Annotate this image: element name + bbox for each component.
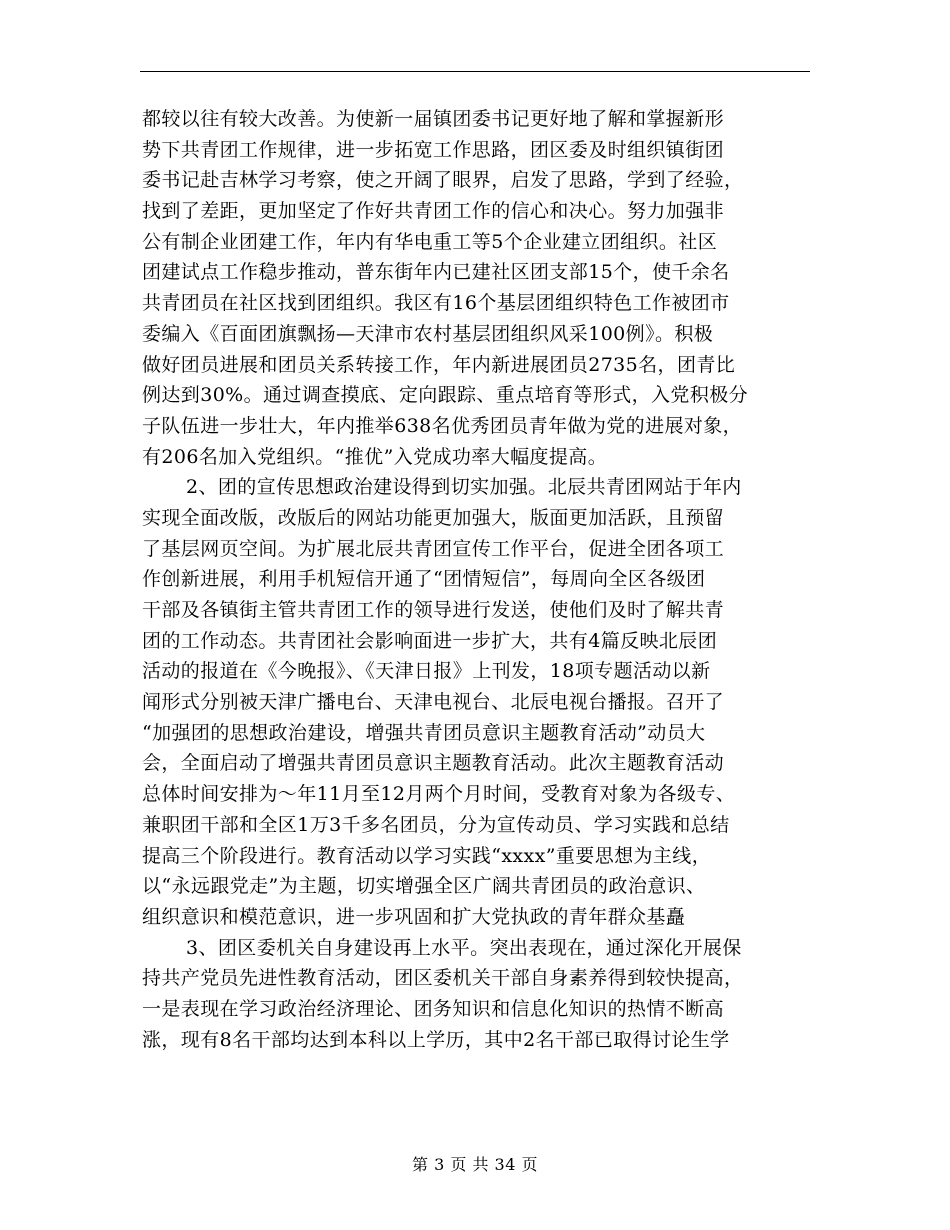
text-line: 组织意识和模范意识，进一步巩固和扩大党执政的青年群众基矗 (142, 905, 686, 928)
text-line: 一是表现在学习政治经济理论、团务知识和信息化知识的热情不断高 (142, 997, 725, 1020)
text-line: 活动的报道在《今晚报》、《天津日报》上刊发，18项专题活动以新 (142, 660, 711, 683)
text-line: 都较以往有较大改善。为使新一届镇团委书记更好地了解和掌握新形 (142, 108, 725, 130)
text-line: 委编入《百面团旗飘扬—天津市农村基层团组织风采100例》。积极 (142, 322, 714, 345)
paragraph (142, 104, 812, 472)
text-line: 势下共青团工作规律，进一步拓宽工作思路，团区委及时组织镇街团 (142, 138, 725, 161)
text-line: 有206名加入党组织。“推优”入党成功率大幅度提高。 (142, 445, 608, 468)
text-line: 做好团员进展和团员关系转接工作，年内新进展团员2735名，团青比 (142, 353, 736, 376)
text-line: 涨，现有8名干部均达到本科以上学历，其中2名干部已取得讨论生学 (142, 1028, 730, 1051)
text-line: 团建试点工作稳步推动，普东街年内已建社区团支部15个，使千余名 (142, 261, 730, 284)
text-line: 共青团员在社区找到团组织。我区有16个基层团组织特色工作被团市 (142, 292, 730, 315)
header-rule (140, 71, 810, 72)
text-line: 会，全面启动了增强共青团员意识主题教育活动。此次主题教育活动 (142, 752, 725, 775)
paragraph (142, 472, 812, 932)
paragraph (142, 933, 812, 1056)
text-line: “加强团的思想政治建设，增强共青团员意识主题教育活动”动员大 (142, 721, 706, 744)
text-line: 例达到30%。通过调查摸底、定向跟踪、重点培育等形式，入党积极分 (142, 384, 749, 407)
text-line: 2、团的宣传思想政治建设得到切实加强。北辰共青团网站于年内 (186, 476, 742, 499)
text-line: 以“永远跟党走”为主题，切实增强全区广阔共青团员的政治意识、 (142, 875, 706, 898)
text-line: 委书记赴吉林学习考察，使之开阔了眼界，启发了思路，学到了经验， (142, 169, 744, 192)
text-line: 公有制企业团建工作，年内有华电重工等5个企业建立团组织。社区 (142, 230, 718, 253)
text-line: 3、团区委机关自身建设再上水平。突出表现在，通过深化开展保 (186, 936, 742, 959)
text-line: 找到了差距，更加坚定了作好共青团工作的信心和决心。努力加强非 (142, 200, 725, 223)
page-number-footer: 第 3 页 共 34 页 (412, 1155, 538, 1174)
text-line: 子队伍进一步壮大，年内推举638名优秀团员青年做为党的进展对象， (142, 414, 743, 437)
text-line: 总体时间安排为～年11月至12月两个月时间，受教育对象为各级专、 (142, 783, 736, 806)
text-line: 兼职团干部和全区1万3千多名团员，分为宣传动员、学习实践和总结 (142, 813, 730, 836)
text-line: 干部及各镇街主管共青团工作的领导进行发送，使他们及时了解共青 (142, 599, 725, 621)
text-line: 作创新进展，利用手机短信开通了“团情短信”，每周向全区各级团 (142, 568, 706, 591)
text-line: 了基层网页空间。为扩展北辰共青团宣传工作平台，促进全团各项工 (142, 537, 725, 560)
text-line: 闻形式分别被天津广播电台、天津电视台、北辰电视台播报。召开了 (142, 691, 725, 714)
text-line: 实现全面改版，改版后的网站功能更加强大，版面更加活跃，且预留 (142, 506, 725, 529)
body-text (142, 104, 812, 1055)
text-line: 团的工作动态。共青团社会影响面进一步扩大，共有4篇反映北辰团 (142, 629, 718, 652)
text-line: 提高三个阶段进行。教育活动以学习实践“xxxx”重要思想为主线， (142, 844, 712, 867)
text-line: 持共产党员先进性教育活动，团区委机关干部自身素养得到较快提高， (142, 967, 744, 990)
